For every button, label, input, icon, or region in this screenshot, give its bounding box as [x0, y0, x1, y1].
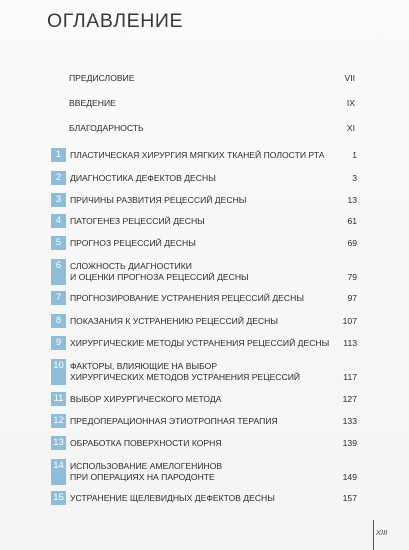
- chapter-title: ПОКАЗАНИЯ К УСТРАНЕНИЮ РЕЦЕССИЙ ДЕСНЫ: [70, 316, 278, 326]
- chapter-number-badge: 1: [51, 148, 66, 162]
- chapter-page: 1: [352, 150, 357, 160]
- chapter-title: ОБРАБОТКА ПОВЕРХНОСТИ КОРНЯ: [70, 438, 222, 448]
- chapter-number-badge: 8: [51, 314, 66, 328]
- chapter-page: 13: [347, 195, 357, 205]
- folio-divider: [373, 520, 374, 550]
- chapter-page: 97: [347, 293, 357, 303]
- chapter-page: 107: [342, 316, 357, 326]
- toc-prelim-page: VII: [344, 73, 355, 83]
- chapter-title: ПАТОГЕНЕЗ РЕЦЕССИЙ ДЕСНЫ: [70, 216, 205, 226]
- chapter-page: 3: [352, 173, 357, 183]
- chapter-page: 61: [347, 216, 357, 226]
- chapter-page: 117: [343, 372, 357, 382]
- page-title: ОГЛАВЛЕНИЕ: [47, 10, 184, 32]
- chapter-number-badge: 3: [51, 193, 66, 207]
- chapter-title: ФАКТОРЫ, ВЛИЯЮЩИЕ НА ВЫБОР: [70, 361, 218, 371]
- chapter-page: 133: [342, 416, 357, 426]
- toc-prelim-page: IX: [346, 98, 355, 108]
- chapter-title: ПРОГНОЗИРОВАНИЕ УСТРАНЕНИЯ РЕЦЕССИЙ ДЕСНЫ: [70, 293, 304, 303]
- chapter-title: ИСПОЛЬЗОВАНИЕ АМЕЛОГЕНИНОВ: [70, 461, 223, 471]
- chapter-page: 149: [342, 472, 357, 482]
- chapter-title-line2: И ОЦЕНКИ ПРОГНОЗА РЕЦЕССИЙ ДЕСНЫ: [70, 272, 249, 282]
- chapter-number-badge: 6: [51, 259, 66, 285]
- chapter-page: 69: [347, 238, 357, 248]
- toc-prelim-title: БЛАГОДАРНОСТЬ: [69, 123, 144, 133]
- chapter-page: 79: [347, 272, 357, 282]
- chapter-title: ПРОГНОЗ РЕЦЕССИЙ ДЕСНЫ: [70, 238, 196, 248]
- chapter-number-badge: 12: [51, 414, 66, 428]
- chapter-title: ПРИЧИНЫ РАЗВИТИЯ РЕЦЕССИЙ ДЕСНЫ: [70, 195, 247, 205]
- toc-prelim-title: ПРЕДИСЛОВИЕ: [69, 73, 135, 83]
- chapter-page: 157: [342, 493, 357, 503]
- toc-prelim-page: XI: [346, 123, 355, 133]
- chapter-number-badge: 14: [51, 459, 66, 485]
- chapter-number-badge: 13: [51, 436, 66, 450]
- chapter-title-line2: ХИРУРГИЧЕСКИХ МЕТОДОВ УСТРАНЕНИЯ РЕЦЕССИЙ: [70, 372, 301, 382]
- chapter-title-line2: ПРИ ОПЕРАЦИЯХ НА ПАРОДОНТЕ: [70, 472, 215, 482]
- chapter-title: УСТРАНЕНИЕ ЩЕЛЕВИДНЫХ ДЕФЕКТОВ ДЕСНЫ: [70, 493, 275, 503]
- chapter-number-badge: 11: [51, 392, 66, 406]
- toc-prelim-title: ВВЕДЕНИЕ: [69, 98, 116, 108]
- chapter-number-badge: 4: [51, 214, 66, 228]
- page-number: XIII: [376, 528, 388, 537]
- chapter-number-badge: 15: [51, 491, 66, 505]
- chapter-page: 113: [343, 338, 357, 348]
- chapter-title: СЛОЖНОСТЬ ДИАГНОСТИКИ: [70, 261, 192, 271]
- chapter-page: 127: [342, 394, 357, 404]
- chapter-title: ВЫБОР ХИРУРГИЧЕСКОГО МЕТОДА: [70, 394, 222, 404]
- chapter-number-badge: 10: [51, 359, 66, 385]
- chapter-number-badge: 9: [51, 336, 66, 350]
- chapter-title: ХИРУРГИЧЕСКИЕ МЕТОДЫ УСТРАНЕНИЯ РЕЦЕССИЙ ДЕСНЫ: [70, 338, 330, 348]
- chapter-number-badge: 5: [51, 236, 66, 250]
- chapter-title: ПЛАСТИЧЕСКАЯ ХИРУРГИЯ МЯГКИХ ТКАНЕЙ ПОЛОСТИ РТА: [70, 150, 325, 160]
- chapter-title: ДИАГНОСТИКА ДЕФЕКТОВ ДЕСНЫ: [70, 173, 216, 183]
- chapter-number-badge: 2: [51, 171, 66, 185]
- chapter-number-badge: 7: [51, 291, 66, 305]
- chapter-title: ПРЕДОПЕРАЦИОННАЯ ЭТИОТРОПНАЯ ТЕРАПИЯ: [70, 416, 278, 426]
- chapter-page: 139: [342, 438, 357, 448]
